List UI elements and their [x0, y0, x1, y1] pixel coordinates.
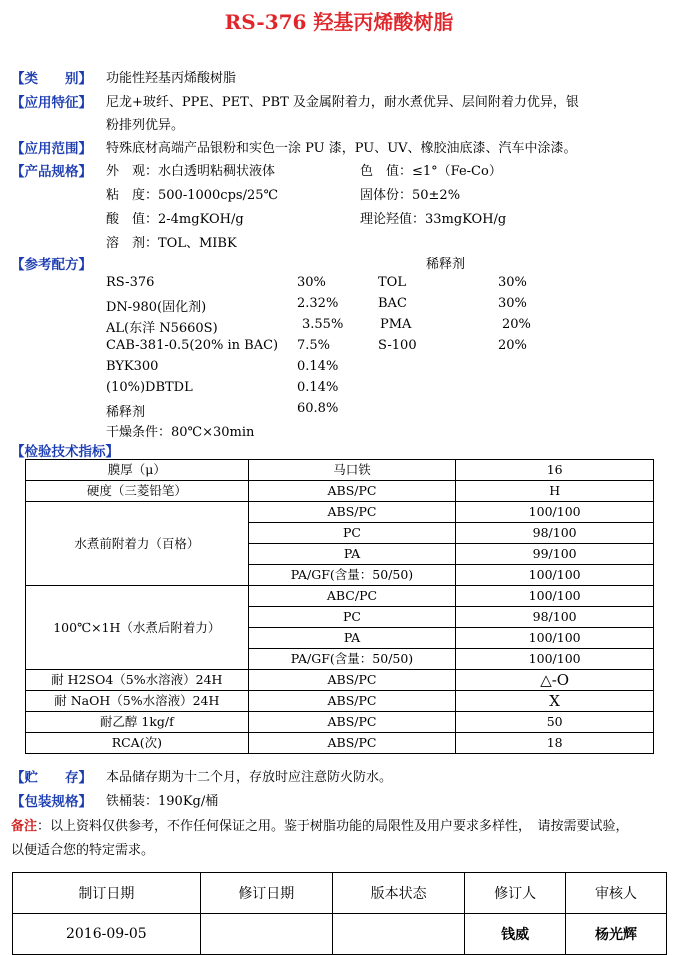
- table-cell: 钱威: [465, 914, 566, 955]
- inspection-table: [25, 459, 654, 754]
- table-cell: 耐 NaOH（5%水溶液）24H: [26, 691, 249, 712]
- table-cell: ABS/PC: [248, 691, 456, 712]
- table-cell: 杨光辉: [566, 914, 667, 955]
- table-row: [13, 914, 667, 955]
- table-cell: PA/GF(含量：50/50): [248, 565, 456, 586]
- spec-viscosity: 粘 度：500-1000cps/25℃: [106, 188, 279, 203]
- formula-value: 60.8%: [297, 401, 339, 416]
- scope-value: 特殊底材高端产品银粉和实色一涂 PU 漆，PU、UV、橡胶油底漆、汽车中涂漆。: [106, 141, 577, 156]
- table-cell: ABS/PC: [248, 712, 456, 733]
- table-cell: X: [456, 691, 654, 712]
- formula-value: 7.5%: [297, 338, 331, 353]
- table-cell: 100/100: [456, 565, 654, 586]
- table-cell: △-O: [456, 670, 654, 691]
- table-cell: 硬度（三菱铅笔）: [26, 481, 249, 502]
- category-label: 【类 别】: [11, 71, 92, 87]
- packaging-value: 铁桶装：190Kg/桶: [106, 794, 219, 809]
- thinner-item: PMA: [380, 317, 412, 332]
- note-line1: [11, 815, 629, 834]
- spec-appearance: 外 观：水白透明粘稠状液体: [106, 164, 276, 179]
- table-cell: 100/100: [456, 502, 654, 523]
- thinner-title: 稀释剂: [426, 257, 466, 272]
- formula-value: 2.32%: [297, 296, 339, 311]
- table-cell: 16: [456, 460, 654, 481]
- spec-color: 色 值：≤1°（Fe-Co）: [360, 164, 502, 179]
- formula-value: 3.55%: [302, 317, 344, 332]
- table-cell: [200, 914, 332, 955]
- table-row: [26, 691, 654, 712]
- table-row: [26, 712, 654, 733]
- thinner-value: 20%: [502, 317, 531, 332]
- features-line2: 粉排列优异。: [106, 118, 185, 133]
- table-cell: 99/100: [456, 544, 654, 565]
- packaging-label: 【包装规格】: [11, 794, 92, 810]
- table-cell: ABS/PC: [248, 733, 456, 754]
- table-cell: 耐 H2SO4（5%水溶液）24H: [26, 670, 249, 691]
- spec-solvent: 溶 剂：TOL、MIBK: [106, 236, 237, 251]
- table-cell: 98/100: [456, 607, 654, 628]
- table-cell: PA/GF(含量：50/50): [248, 649, 456, 670]
- table-cell: ABS/PC: [248, 481, 456, 502]
- table-cell: 100/100: [456, 628, 654, 649]
- formula-value: 30%: [297, 275, 326, 290]
- table-cell: 水煮前附着力（百格）: [26, 502, 249, 586]
- formula-value: 0.14%: [297, 380, 339, 395]
- formula-item: DN-980(固化剂): [106, 300, 207, 315]
- table-cell: 100/100: [456, 586, 654, 607]
- table-header-cell: 审核人: [566, 873, 667, 914]
- table-cell: 98/100: [456, 523, 654, 544]
- table-header-cell: 修订人: [465, 873, 566, 914]
- thinner-item: BAC: [378, 296, 407, 311]
- table-cell: PC: [248, 607, 456, 628]
- table-row: [26, 586, 654, 607]
- table-cell: 膜厚（μ）: [26, 460, 249, 481]
- formula-item: (10%)DBTDL: [106, 380, 193, 395]
- category-value: 功能性羟基丙烯酸树脂: [106, 71, 237, 86]
- thinner-value: 30%: [498, 296, 527, 311]
- table-cell: 马口铁: [248, 460, 456, 481]
- table-cell: PA: [248, 544, 456, 565]
- table-cell: ABS/PC: [248, 502, 456, 523]
- table-header-cell: 修订日期: [200, 873, 332, 914]
- table-row: [26, 502, 654, 523]
- table-cell: [332, 914, 464, 955]
- table-cell: PC: [248, 523, 456, 544]
- table-row: [26, 670, 654, 691]
- thinner-item: S-100: [378, 338, 417, 353]
- table-header-cell: 制订日期: [13, 873, 201, 914]
- formula-item: RS-376: [106, 275, 155, 290]
- formula-value: 0.14%: [297, 359, 339, 374]
- storage-value: 本品储存期为十二个月，存放时应注意防火防水。: [106, 770, 393, 785]
- table-row: [13, 873, 667, 914]
- table-cell: ABS/PC: [248, 670, 456, 691]
- specs-label: 【产品规格】: [11, 164, 92, 180]
- spec-acid: 酸 值：2-4mgKOH/g: [106, 212, 244, 227]
- table-header-cell: 版本状态: [332, 873, 464, 914]
- table-cell: 100℃×1H（水煮后附着力）: [26, 586, 249, 670]
- page-title: RS-376 羟基丙烯酸树脂: [224, 10, 454, 34]
- note-line2: 以便适合您的特定需求。: [11, 843, 155, 858]
- storage-label: 【贮 存】: [11, 770, 92, 786]
- table-cell: RCA(次): [26, 733, 249, 754]
- formula-item: AL(东洋 N5660S): [106, 321, 218, 336]
- table-cell: 18: [456, 733, 654, 754]
- table-cell: 100/100: [456, 649, 654, 670]
- table-cell: 耐乙醇 1kg/f: [26, 712, 249, 733]
- features-line1: 尼龙+玻纤、PPE、PET、PBT 及金属附着力，耐水煮优异、层间附着力优异，银: [106, 95, 579, 110]
- features-label: 【应用特征】: [11, 95, 92, 111]
- drying-condition: 干燥条件：80℃×30min: [106, 425, 255, 440]
- thinner-value: 20%: [498, 338, 527, 353]
- table-cell: 2016-09-05: [13, 914, 201, 955]
- revision-table: [12, 872, 667, 955]
- thinner-item: TOL: [378, 275, 406, 290]
- formula-item: 稀释剂: [106, 405, 146, 420]
- table-cell: H: [456, 481, 654, 502]
- table-cell: 50: [456, 712, 654, 733]
- spec-solids: 固体份：50±2%: [360, 188, 461, 203]
- spec-hydroxyl: 理论羟值：33mgKOH/g: [360, 212, 507, 227]
- table-row: [26, 481, 654, 502]
- thinner-value: 30%: [498, 275, 527, 290]
- formula-item: CAB-381-0.5(20% in BAC): [106, 338, 279, 353]
- table-row: [26, 460, 654, 481]
- note-text: ：以上资料仅供参考，不作任何保证之用。鉴于树脂功能的局限性及用户要求多样性， 请按需要试验，: [37, 819, 629, 834]
- table-row: [26, 733, 654, 754]
- formula-label: 【参考配方】: [11, 257, 92, 273]
- table-cell: PA: [248, 628, 456, 649]
- scope-label: 【应用范围】: [11, 141, 92, 157]
- table-cell: ABC/PC: [248, 586, 456, 607]
- formula-item: BYK300: [106, 359, 159, 374]
- inspection-label: 【检验技术指标】: [11, 444, 119, 460]
- note-label: 备注: [11, 819, 38, 834]
